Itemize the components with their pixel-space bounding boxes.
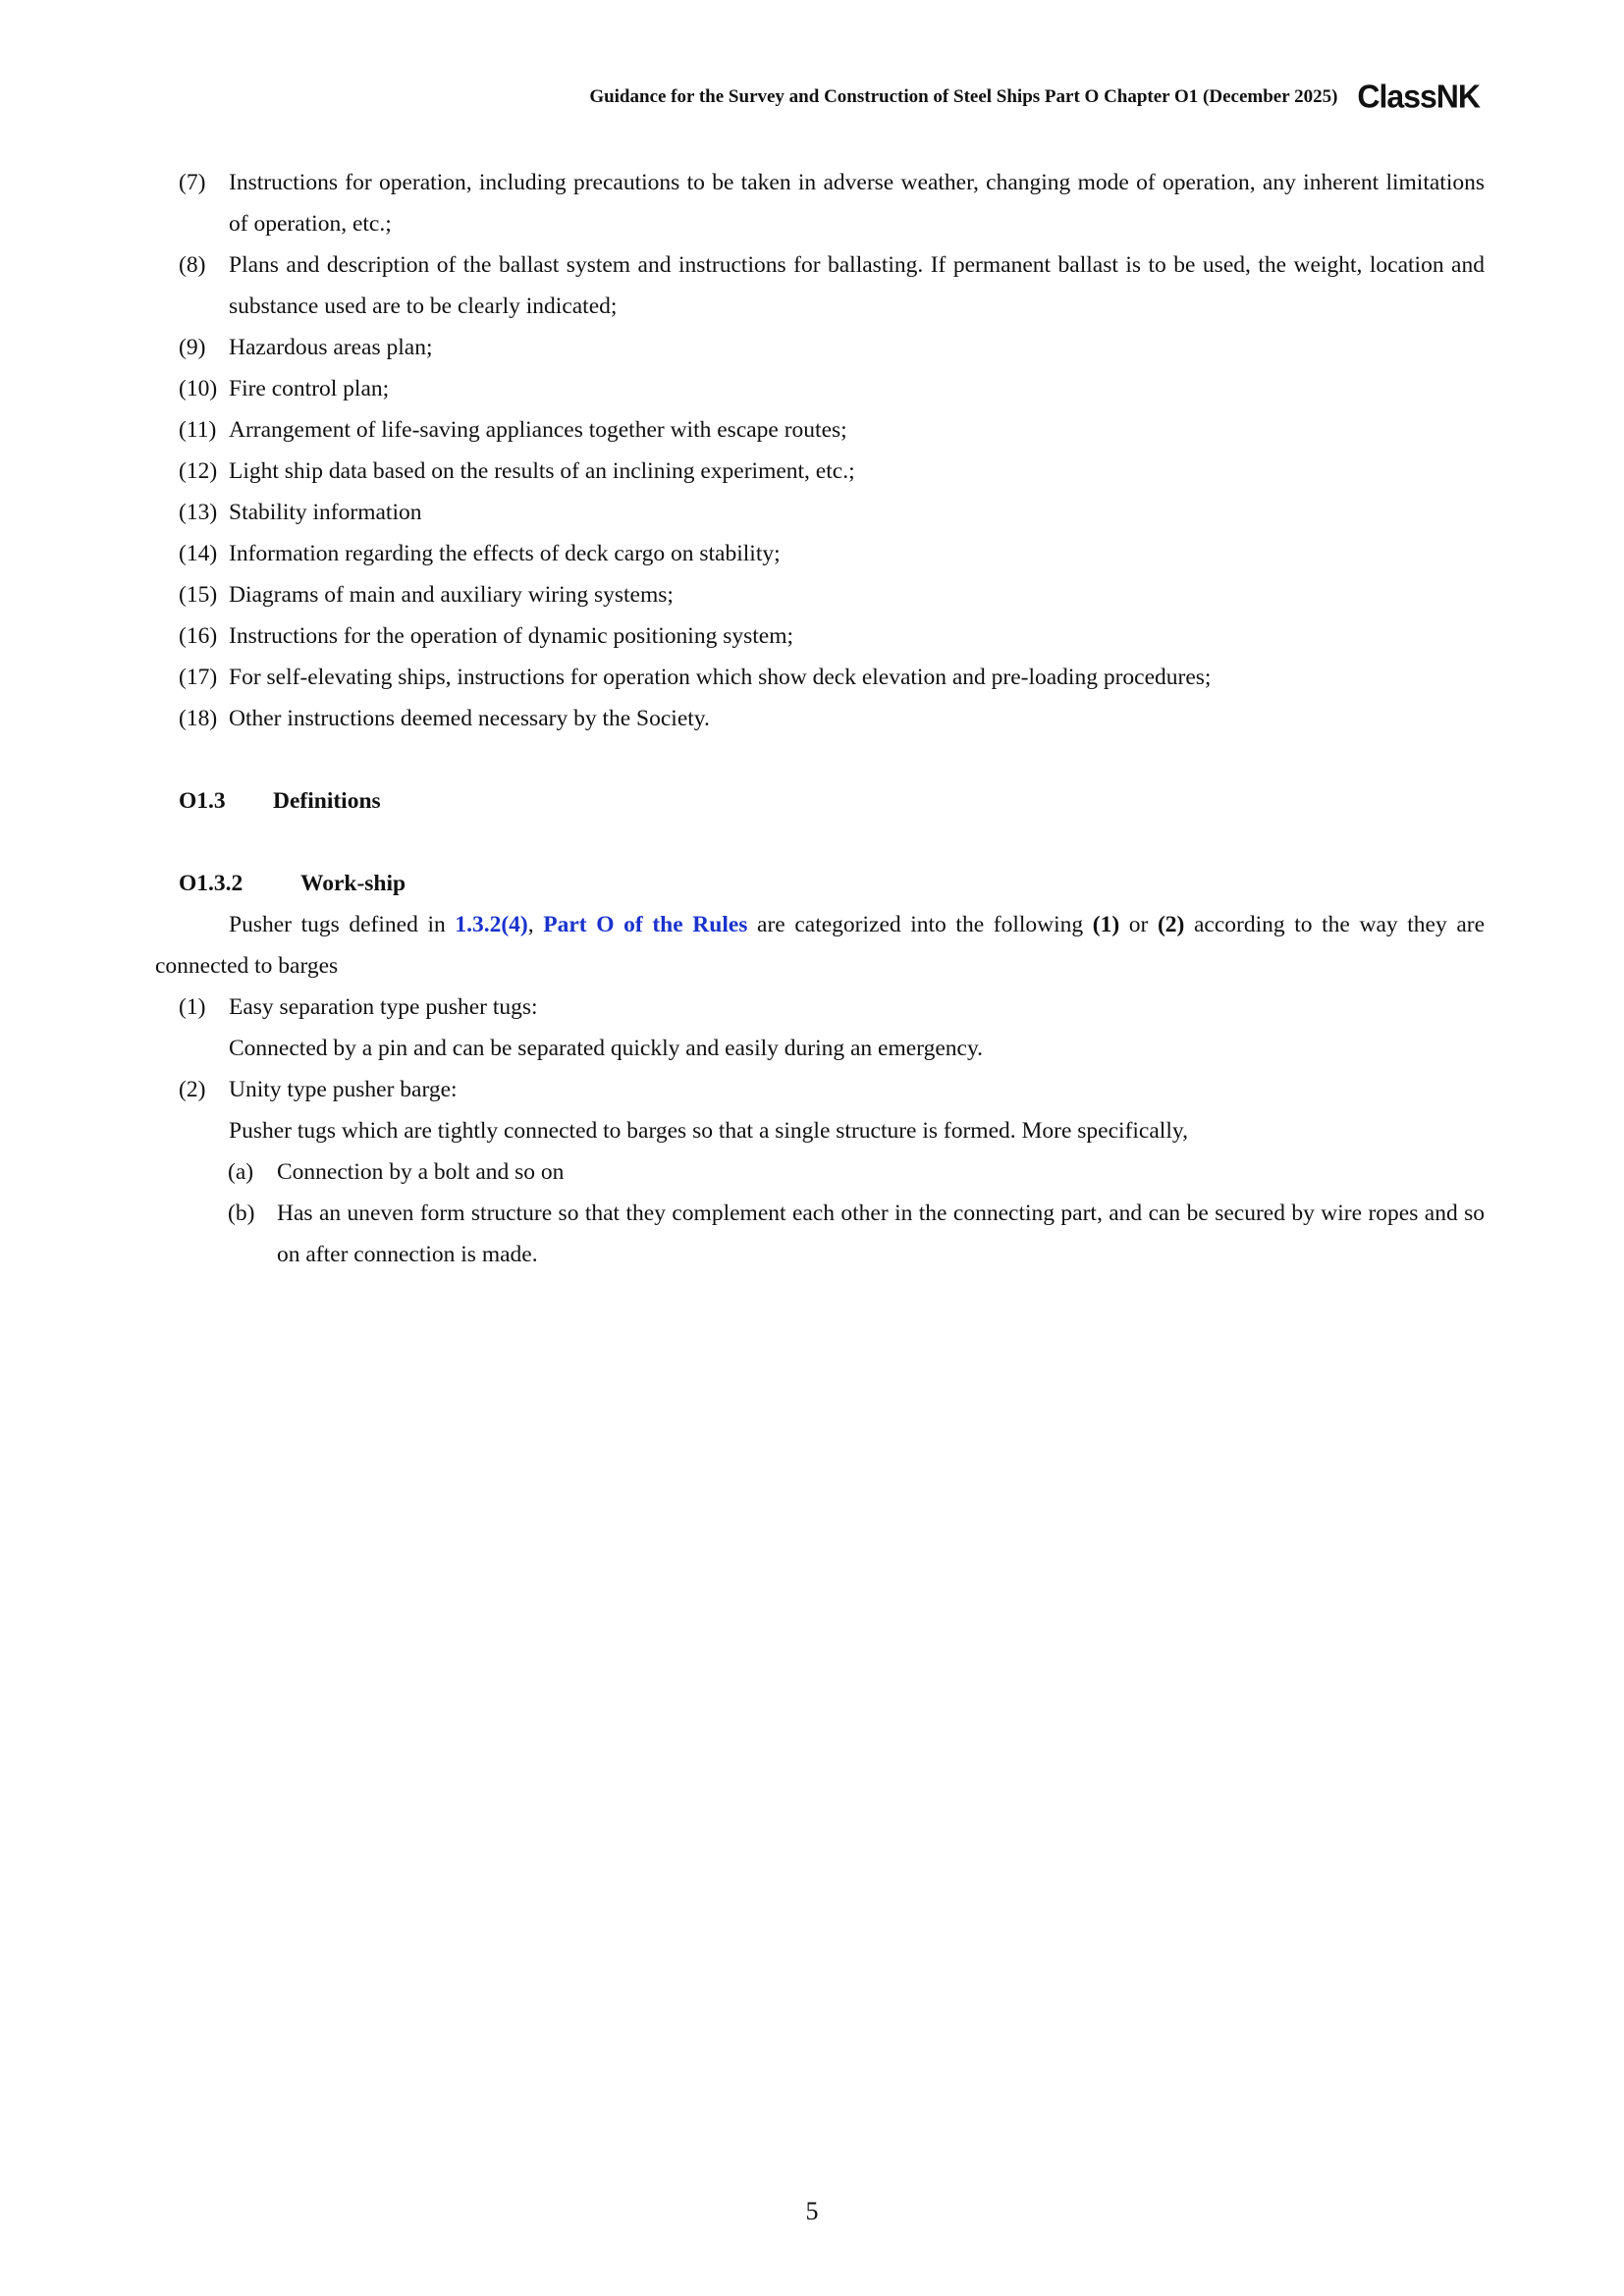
list-item-text: Light ship data based on the results of an inclining experiment, etc.; <box>229 458 855 484</box>
section-number: O1.3 <box>179 788 226 814</box>
list-item-text: For self-elevating ships, instructions for operation which show deck elevation and pre-loading procedures; <box>229 665 1212 690</box>
list-item <box>179 533 1485 574</box>
list-item-number: (17) <box>179 665 218 690</box>
list-item <box>179 244 1485 327</box>
type-item-number: (2) <box>179 1077 206 1102</box>
list-item-number: (15) <box>179 582 218 608</box>
list-item-number: (14) <box>179 541 218 566</box>
list-item-text: Other instructions deemed necessary by the Society. <box>229 706 710 731</box>
list-item-text: Hazardous areas plan; <box>229 335 433 360</box>
sub-list-item <box>228 1151 1485 1193</box>
list-item-text: Diagrams of main and auxiliary wiring systems; <box>229 582 674 608</box>
sub-list-item-text: Connection by a bolt and so on <box>277 1159 565 1185</box>
list-item <box>179 698 1485 739</box>
list-item <box>179 492 1485 533</box>
list-item-text: Arrangement of life-saving appliances together with escape routes; <box>229 417 847 443</box>
list-item-text: Fire control plan; <box>229 376 390 401</box>
list-item-number: (7) <box>179 170 206 195</box>
sub-list-item-text: Has an uneven form structure so that they complement each other in the connecting part, and can be secured by wire ropes and so on after connection is made. <box>277 1201 1485 1267</box>
list-item <box>179 409 1485 451</box>
list-item-number: (9) <box>179 335 206 360</box>
list-item-number: (11) <box>179 417 217 443</box>
list-item-text: Instructions for the operation of dynamic positioning system; <box>229 623 794 649</box>
list-item <box>179 451 1485 492</box>
type-item-number: (1) <box>179 994 206 1020</box>
subsection-heading <box>179 863 406 904</box>
type-item <box>179 987 1485 1028</box>
paragraph-text: are categorized into the following <box>747 912 1093 937</box>
rule-link-part-o[interactable]: Part O of the Rules <box>543 912 748 937</box>
paragraph-ref-1: (1) <box>1092 912 1120 937</box>
list-item-number: (18) <box>179 706 218 731</box>
classnk-logo: ClassNK <box>1357 78 1480 115</box>
list-item <box>179 615 1485 657</box>
rule-link-1-3-2-4[interactable]: 1.3.2(4) <box>455 912 528 937</box>
list-item <box>179 368 1485 409</box>
list-item-number: (12) <box>179 458 218 484</box>
section-heading <box>179 780 381 822</box>
list-item-text: Stability information <box>229 500 422 525</box>
paragraph-text: Pusher tugs defined in <box>229 912 456 937</box>
type-item-text: Easy separation type pusher tugs: <box>229 994 538 1020</box>
page-header <box>589 79 1480 115</box>
sub-list-item-letter: (a) <box>228 1159 254 1185</box>
list-item-number: (8) <box>179 252 206 278</box>
list-item-text: Instructions for operation, including precautions to be taken in adverse weather, changing mode of operation, any inherent limitations of operation, etc.; <box>229 170 1485 237</box>
definition-paragraph <box>155 904 1485 987</box>
type-item <box>179 1069 1485 1110</box>
list-item <box>179 657 1485 698</box>
section-title: Definitions <box>273 788 381 814</box>
list-item-text: Information regarding the effects of deck cargo on stability; <box>229 541 781 566</box>
paragraph-ref-2: (2) <box>1157 912 1185 937</box>
list-item <box>179 162 1485 244</box>
list-item <box>179 574 1485 615</box>
subsection-title: Work-ship <box>300 871 406 896</box>
list-item <box>179 327 1485 368</box>
list-item-number: (13) <box>179 500 218 525</box>
list-item-number: (16) <box>179 623 218 649</box>
type-item-description: Connected by a pin and can be separated quickly and easily during an emergency. <box>229 1036 984 1061</box>
header-title: Guidance for the Survey and Construction of Steel Ships Part O Chapter O1 (December 2025) <box>589 85 1338 107</box>
type-item-description: Pusher tugs which are tightly connected to barges so that a single structure is formed. More specifically, <box>229 1118 1188 1144</box>
paragraph-text: according to the way they are connected to barges <box>155 912 1486 979</box>
paragraph-text: or <box>1119 912 1158 937</box>
list-item-text: Plans and description of the ballast system and instructions for ballasting. If permanent ballast is to be used, the weight, location and substance used are to be clearly indicated; <box>229 252 1485 319</box>
page-number: 5 <box>805 2197 819 2225</box>
list-item-number: (10) <box>179 376 218 401</box>
subsection-number: O1.3.2 <box>179 871 244 896</box>
sub-list-item-letter: (b) <box>228 1201 255 1226</box>
type-item-text: Unity type pusher barge: <box>229 1077 458 1102</box>
paragraph-separator: , <box>527 912 544 937</box>
sub-list-item <box>228 1193 1485 1275</box>
